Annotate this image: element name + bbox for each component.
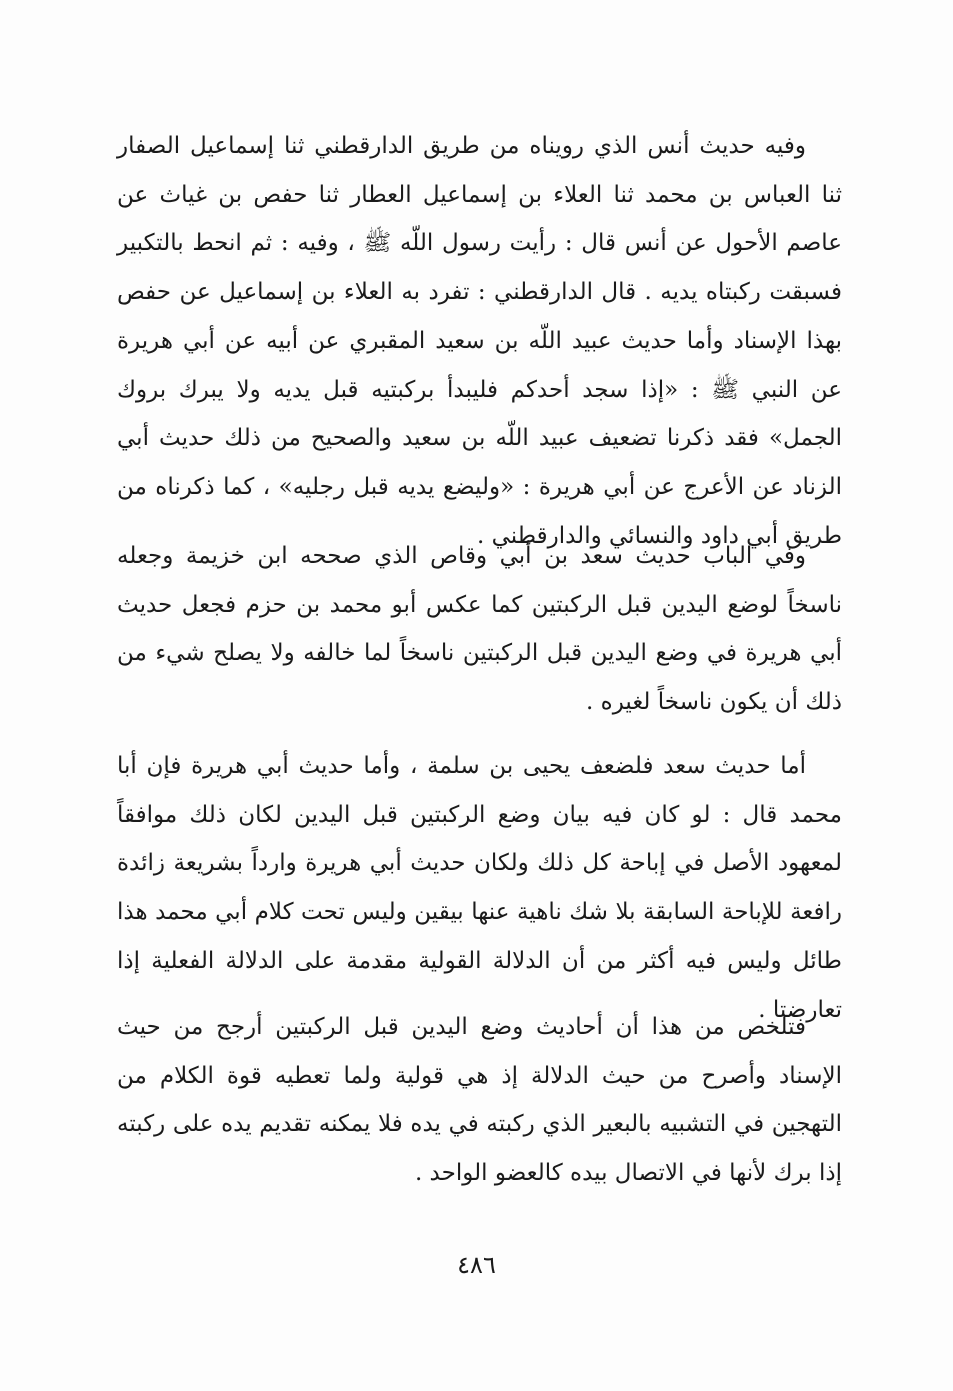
paragraph-1-text: وفيه حديث أنس الذي رويناه من طريق الدارقطني ثنا إسماعيل الصفار ثنا العباس بن محمد ثنا العلاء بن إسماعيل العطار ثنا حفص بن غياث عن عاصم الأحول عن أنس قال : رأيت رسول اللّه ﷺ ، وفيه : ثم انحط بالتكبير فسبقت ركبتاه يديه . قال الدارقطني : تفرد به العلاء بن إسماعيل عن حفص بهذا الإسناد وأما حديث عبيد اللّه بن سعيد المقبري عن أبيه عن أبي هريرة عن النبي ﷺ : «إذا سجد أحدكم فليبدأ بركبتيه قبل يديه ولا يبرك بروك الجمل» فقد ذكرنا تضعيف عبيد اللّه بن سعيد والصحيح من ذلك حديث أبي الزناد عن الأعرج عن أبي هريرة : «وليضع يديه قبل رجليه» ، كما ذكرناه من طريق أبي داود والنسائي والدارقطني . [117, 133, 842, 549]
paragraph-2-text: وفي الباب حديث سعد بن أبي وقاص الذي صححه ابن خزيمة وجعله ناسخاً لوضع اليدين قبل الركبتين كما عكس أبو محمد بن حزم فجعل حديث أبي هريرة في وضع اليدين قبل الركبتين ناسخاً لما خالفه ولا يصلح شيء من ذلك أن يكون ناسخاً لغيره . [117, 543, 842, 716]
page-number: ٤٨٦ [457, 1251, 496, 1279]
paragraph-2 [117, 532, 842, 727]
paragraph-4-text: فتلخص من هذا أن أحاديث وضع اليدين قبل الركبتين أرجح من حيث الإسناد وأصرح من حيث الدلالة إذ هي قولية ولما تعطيه قوة الكلام من التهجين في التشبيه بالبعير الذي ركبته في يده فلا يمكنه تقديم يده على ركبته إذا برك لأنها في الاتصال بيده كالعضو الواحد . [117, 1014, 842, 1187]
paragraph-3-text: أما حديث سعد فلضعف يحيى بن سلمة ، وأما حديث أبي هريرة فإن أبا محمد قال : لو كان فيه بيان وضع الركبتين قبل اليدين لكان ذلك موافقاً لمعهود الأصل في إباحة كل ذلك ولكان حديث أبي هريرة وارداً بشريعة زائدة رافعة للإباحة السابقة بلا شك ناهية عنها بيقين وليس تحت كلام أبي محمد هذا طائل وليس فيه أكثر من أن الدلالة القولية مقدمة على الدلالة الفعلية إذا تعارضتا . [117, 753, 842, 1023]
paragraph-1 [117, 122, 842, 560]
paragraph-3 [117, 742, 842, 1034]
paragraph-4 [117, 1003, 842, 1198]
